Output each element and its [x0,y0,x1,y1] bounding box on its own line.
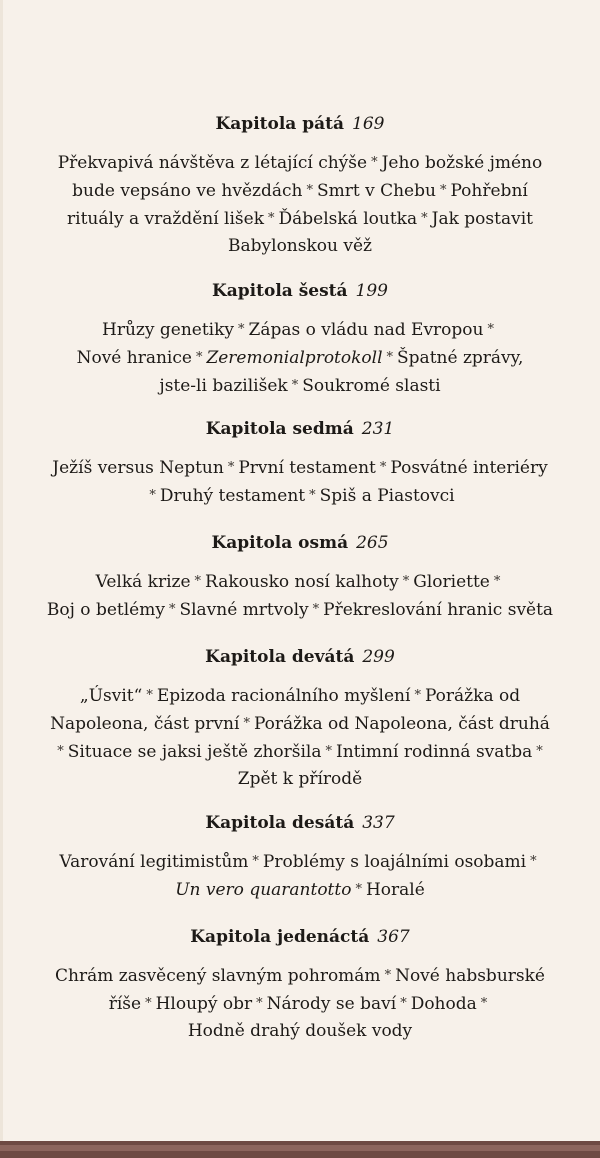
summary-line [6,233,594,260]
chapter-entry [0,280,600,400]
chapter-entry [0,646,600,793]
summary-line [6,205,594,233]
chapter-heading [0,280,600,302]
summary-phrase: Národy se baví [266,994,397,1014]
chapter-summary [0,962,600,1045]
chapter-title: Kapitola desátá [205,813,355,833]
asterisk-separator: * [530,854,537,869]
summary-phrase: Nové habsburské [395,966,545,986]
chapter-heading [0,113,600,135]
chapter-page-number: 265 [356,533,389,553]
chapter-heading [0,418,600,440]
asterisk-separator: * [195,350,203,365]
summary-line [6,876,594,904]
summary-phrase: Porážka od Napoleona, část druhá [253,714,550,734]
summary-phrase: Situace se jaksi ještě zhoršila [67,742,322,762]
chapter-heading [0,646,600,668]
summary-phrase: První testament [238,458,376,478]
chapter-page-number: 199 [355,281,388,301]
summary-line [6,344,594,372]
asterisk-separator: * [536,744,543,759]
asterisk-separator: * [355,882,362,897]
chapter-page-number: 337 [362,813,395,833]
summary-phrase: Horalé [365,880,425,900]
summary-line [6,568,594,596]
chapter-title: Kapitola devátá [205,647,355,667]
asterisk-separator: * [325,744,332,759]
chapter-page-number: 169 [352,114,385,134]
chapter-heading [0,532,600,554]
summary-phrase: Zeremonialprotokoll [206,348,383,368]
summary-line [6,682,594,710]
asterisk-separator: * [414,688,421,703]
page-bottom-band [0,1141,600,1158]
summary-phrase: Varování legitimistům [59,852,249,872]
chapter-page-number: 299 [362,647,395,667]
summary-phrase: Intimní rodinná svatba [336,742,533,762]
summary-line [6,454,594,482]
summary-phrase: Nové hranice [76,348,192,368]
chapter-title: Kapitola jedenáctá [190,927,370,947]
summary-line [6,710,594,738]
summary-line [6,596,594,624]
summary-line [6,1018,594,1045]
summary-line [6,316,594,344]
summary-phrase: Problémy s loajálními osobami [262,852,527,872]
summary-phrase: Hloupý obr [155,994,253,1014]
summary-phrase: Zápas o vládu nad Evropou [248,320,484,340]
summary-phrase: Boj o betlémy [46,600,165,620]
asterisk-separator: * [379,460,387,475]
chapter-heading [0,812,600,834]
summary-phrase: říše [108,994,142,1014]
chapter-entry [0,418,600,510]
summary-phrase: Epizoda racionálního myšlení [156,686,411,706]
asterisk-separator: * [400,996,407,1011]
asterisk-separator: * [268,211,275,226]
summary-phrase: Hodně drahý doušek vody [187,1021,413,1041]
summary-line [6,177,594,205]
summary-phrase: Slavné mrtvoly [179,600,309,620]
asterisk-separator: * [252,854,259,869]
summary-phrase: Ďábelská loutka [278,209,418,229]
summary-phrase: „Úsvit“ [79,686,143,706]
chapter-entry [0,926,600,1045]
summary-phrase: Rakousko nosí kalhoty [205,572,399,592]
asterisk-separator: * [145,996,152,1011]
asterisk-separator: * [227,460,235,475]
summary-phrase: Spiš a Piastovci [319,486,455,506]
summary-line [6,149,594,177]
summary-line [6,766,594,793]
summary-phrase: Zpět k přírodě [237,769,363,789]
chapter-page-number: 231 [361,419,395,439]
asterisk-separator: * [487,322,494,337]
summary-line [6,848,594,876]
chapter-title: Kapitola osmá [211,533,349,553]
summary-phrase: Babylonskou věž [228,236,372,256]
asterisk-separator: * [243,716,250,731]
asterisk-separator: * [309,488,316,503]
summary-phrase: Posvátné interiéry [390,458,548,478]
asterisk-separator: * [291,378,299,393]
chapter-summary [0,568,600,624]
asterisk-separator: * [421,211,428,226]
chapter-heading [0,926,600,948]
chapter-title: Kapitola sedmá [205,419,354,439]
page-bottom-band-stripe [0,1145,600,1151]
summary-phrase: Un vero quarantotto [175,880,352,900]
asterisk-separator: * [57,744,64,759]
chapter-summary [0,848,600,904]
summary-phrase: Dohoda [410,994,477,1014]
asterisk-separator: * [306,183,313,198]
summary-line [6,482,594,510]
chapter-entry [0,812,600,904]
chapter-summary [0,316,600,400]
summary-phrase: Porážka od [424,686,521,706]
summary-line [6,990,594,1018]
summary-phrase: Ježíš versus Neptun [52,458,224,478]
asterisk-separator: * [493,574,501,589]
summary-phrase: Soukromé slasti [302,376,441,396]
asterisk-separator: * [312,602,320,617]
asterisk-separator: * [149,488,156,503]
summary-phrase: bude vepsáno ve hvězdách [72,181,303,201]
summary-phrase: Překvapivá návštěva z létající chýše [57,153,368,173]
asterisk-separator: * [256,996,263,1011]
summary-phrase: Špatné zprávy, [397,348,524,368]
summary-phrase: Druhý testament [159,486,306,506]
asterisk-separator: * [238,322,245,337]
asterisk-separator: * [146,688,153,703]
summary-phrase: Jak postavit [431,209,533,229]
asterisk-separator: * [386,350,394,365]
asterisk-separator: * [384,968,392,983]
chapter-page-number: 367 [377,927,410,947]
summary-phrase: Jeho božské jméno [381,153,543,173]
chapter-summary [0,454,600,510]
asterisk-separator: * [439,183,447,198]
asterisk-separator: * [402,574,410,589]
summary-line [6,372,594,400]
summary-phrase: Překreslování hranic světa [323,600,554,620]
summary-phrase: Hrůzy genetiky [102,320,235,340]
chapter-summary [0,149,600,260]
chapter-title: Kapitola šestá [212,281,348,301]
summary-phrase: Gloriette [413,572,490,592]
asterisk-separator: * [168,602,176,617]
summary-phrase: jste-li bazilišek [159,376,288,396]
chapter-entry [0,532,600,624]
summary-line [6,962,594,990]
chapter-summary [0,682,600,793]
asterisk-separator: * [480,996,488,1011]
summary-phrase: Velká krize [95,572,191,592]
asterisk-separator: * [194,574,202,589]
summary-phrase: Napoleona, část první [50,714,240,734]
summary-phrase: Smrt v Chebu [316,181,436,201]
asterisk-separator: * [371,155,378,170]
chapter-title: Kapitola pátá [215,114,345,134]
chapter-entry [0,113,600,260]
summary-line [6,738,594,766]
summary-phrase: Pohřební [450,181,528,201]
summary-phrase: rituály a vraždění lišek [67,209,265,229]
summary-phrase: Chrám zasvěcený slavným pohromám [55,966,381,986]
